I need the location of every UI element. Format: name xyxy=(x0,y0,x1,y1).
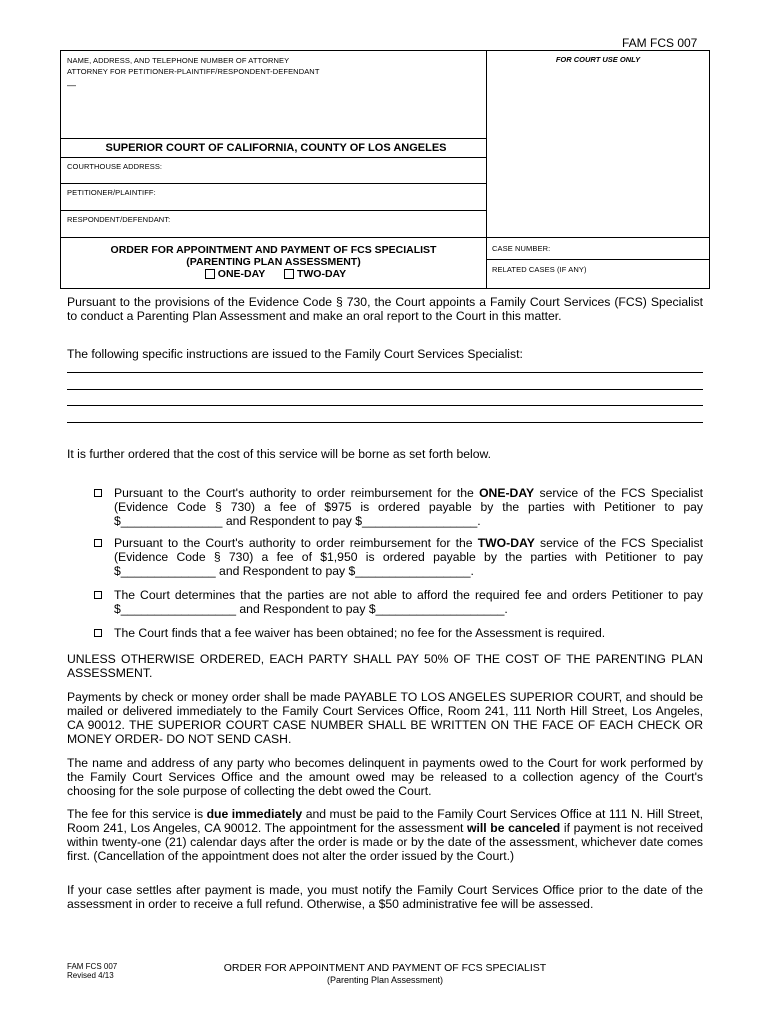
footer-revised: Revised 4/13 xyxy=(67,971,114,980)
attorney-for-label: ATTORNEY FOR PETITIONER-PLAINTIFF/RESPONDENT-DEFENDANT xyxy=(67,67,320,76)
one-day-checkbox[interactable] xyxy=(205,269,215,279)
reduced-fee-checkbox[interactable] xyxy=(94,591,102,599)
footer-title xyxy=(200,962,570,986)
petitioner-label: PETITIONER/PLAINTIFF: xyxy=(67,188,156,197)
courthouse-address-label: COURTHOUSE ADDRESS: xyxy=(67,162,163,171)
order-title-line-1: ORDER FOR APPOINTMENT AND PAYMENT OF FCS SPECIALIST xyxy=(110,244,437,256)
footer-form-code xyxy=(67,962,117,980)
instruction-line[interactable] xyxy=(67,372,703,373)
reduced-fee-text: The Court determines that the parties are not able to afford the required fee and orders Petitioner to pay $_________________ and Respondent to pay $___________________. xyxy=(114,588,703,616)
divider xyxy=(61,138,486,139)
duration-options xyxy=(61,268,486,280)
divider xyxy=(61,237,709,238)
divider xyxy=(486,259,709,260)
caption-table xyxy=(60,50,710,289)
fee-waiver-checkbox[interactable] xyxy=(94,629,102,637)
divider xyxy=(61,210,486,211)
two-day-fee-checkbox[interactable] xyxy=(94,539,102,547)
one-day-fee-checkbox[interactable] xyxy=(94,489,102,497)
two-day-label: TWO-DAY xyxy=(296,268,347,280)
cost-intro: It is further ordered that the cost of this service will be borne as set forth below. xyxy=(67,447,492,461)
respondent-label: RESPONDENT/DEFENDANT: xyxy=(67,215,171,224)
related-cases-label: RELATED CASES (IF ANY) xyxy=(492,265,587,274)
order-title xyxy=(61,244,486,280)
court-use-label: FOR COURT USE ONLY xyxy=(555,55,641,64)
divider xyxy=(61,157,486,158)
attorney-label: NAME, ADDRESS, AND TELEPHONE NUMBER OF ATTORNEY xyxy=(67,56,290,65)
case-number-label: CASE NUMBER: xyxy=(492,244,551,253)
payments-paragraph: Payments by check or money order shall be made PAYABLE TO LOS ANGELES SUPERIOR COURT, and should be mailed or delivered immediately to the Family Court Services Office, Room 241, 111 North Hill Street, Los Angeles, CA 90012. THE SUPERIOR COURT CASE NUMBER SHALL BE WRITTEN ON THE FACE OF EACH CHECK OR MONEY ORDER- DO NOT SEND CASH. xyxy=(67,690,703,746)
instructions-heading: The following specific instructions are issued to the Family Court Services Specialist: xyxy=(67,347,523,361)
delinquent-paragraph: The name and address of any party who becomes delinquent in payments owed to the Court for work performed by the Family Court Services Office and the amount owed may be released to a collection agency of the Court's choosing for the sole purpose of collecting the debt owed the Court. xyxy=(67,756,703,798)
order-title-line-2: (PARENTING PLAN ASSESSMENT) xyxy=(186,256,361,268)
footer-title-line-2: (Parenting Plan Assessment) xyxy=(326,975,444,985)
column-divider xyxy=(486,51,487,288)
instruction-line[interactable] xyxy=(67,389,703,390)
divider xyxy=(61,183,486,184)
fee-waiver-text: The Court finds that a fee waiver has been obtained; no fee for the Assessment is required. xyxy=(114,626,606,640)
instruction-line[interactable] xyxy=(67,422,703,423)
instruction-line[interactable] xyxy=(67,405,703,406)
fee-paragraph: The fee for this service is due immediately and must be paid to the Family Court Services Office at 111 N. Hill Street, Room 241, Los Angeles, CA 90012. The appointment for the assessment will be canceled if payment is not received within twenty-one (21) calendar days after the order is made or by the date of the assessment, whichever date comes first. (Cancellation of the appointment does not alter the order issued by the Court.) xyxy=(67,807,703,863)
one-day-fee-text: Pursuant to the Court's authority to order reimbursement for the ONE-DAY service of the FCS Specialist (Evidence Code § 730) a fee of $975 is ordered payable by the parties with Petitioner to pay $_______________ and Respondent to pay $_________________. xyxy=(114,486,703,528)
attorney-mark: — xyxy=(67,80,77,90)
form-code: FAM FCS 007 xyxy=(622,36,698,50)
two-day-checkbox[interactable] xyxy=(284,269,294,279)
footer-title-line-1: ORDER FOR APPOINTMENT AND PAYMENT OF FCS SPECIALIST xyxy=(223,962,547,974)
unless-paragraph: UNLESS OTHERWISE ORDERED, EACH PARTY SHALL PAY 50% OF THE COST OF THE PARENTING PLAN ASSESSMENT. xyxy=(67,652,703,680)
one-day-label: ONE-DAY xyxy=(217,268,266,280)
intro-paragraph: Pursuant to the provisions of the Evidence Code § 730, the Court appoints a Family Court Services (FCS) Specialist to conduct a Parenting Plan Assessment and make an oral report to the Court in this matter. xyxy=(67,295,703,323)
footer-code: FAM FCS 007 xyxy=(67,962,118,971)
court-title: SUPERIOR COURT OF CALIFORNIA, COUNTY OF LOS ANGELES xyxy=(105,142,447,154)
settle-paragraph: If your case settles after payment is made, you must notify the Family Court Services Office prior to the date of the assessment in order to receive a full refund. Otherwise, a $50 administrative fee will be assessed. xyxy=(67,883,703,911)
two-day-fee-text: Pursuant to the Court's authority to order reimbursement for the TWO-DAY service of the FCS Specialist (Evidence Code § 730) a fee of $1,950 is ordered payable by the parties with Petitioner to pay $______________ and Respondent to pay $_________________. xyxy=(114,536,703,578)
